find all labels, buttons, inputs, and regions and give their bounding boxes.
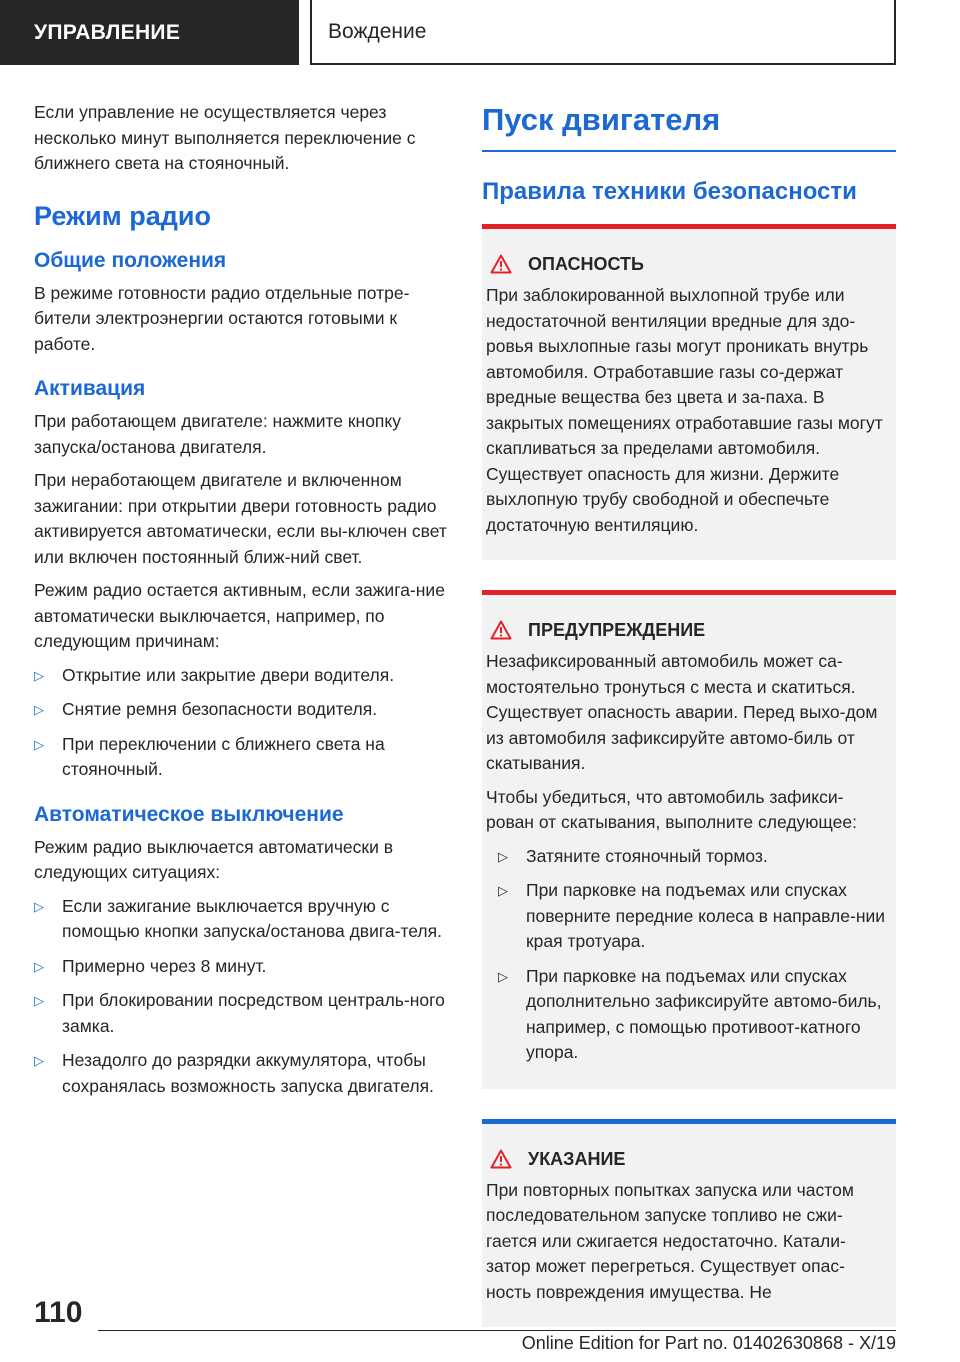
activation-paragraph-2: При неработающем двигателе и включенном зажигании: при открытии двери готовность радио активируется автоматически, если вы-ключен свет или включен постоянный ближ-ний свет. xyxy=(34,470,447,567)
triangle-bullet-icon: ▷ xyxy=(498,848,508,864)
safety-rules-heading: Правила техники безопасности xyxy=(482,178,857,205)
note-text: При повторных попытках запуска или частом последовательном запуске топливо не сжи-гается или сжигается недостаточно. Катали-затор может перегреться. Существует опас-ность повреждения имущества. Не xyxy=(486,1179,854,1302)
activation-heading: Активация xyxy=(34,377,146,400)
list-item: ▷ Снятие ремня безопасности водителя. xyxy=(34,697,454,723)
note-title xyxy=(486,1146,888,1172)
list-item: ▷ Если зажигание выключается вручную с помощью кнопки запуска/останова двига-теля. xyxy=(34,895,442,941)
triangle-bullet-icon: ▷ xyxy=(34,736,44,752)
activation-paragraph-1: При работающем двигателе: нажмите кнопку запуска/останова двигателя. xyxy=(34,411,402,457)
danger-text: При заблокированной выхлопной трубе или недостаточной вентиляции вредные для здо-ровья выхлопные газы могут проникать внутрь автомобиля. Отработавшие газы со-держат вредные вещества без цвета и за-паха. В закрытых помещениях отработавшие газы могут скапливаться за пределами автомобиля. Существует опасность для жизни. Держите выхлопную трубу свободной и обеспечьте достаточную вентиляцию. xyxy=(486,285,883,535)
list-item: ▷ Затяните стояночный тормоз. xyxy=(486,844,888,870)
warning-triangle-icon xyxy=(490,254,512,274)
triangle-bullet-icon: ▷ xyxy=(34,1053,44,1068)
engine-start-heading: Пуск двигателя xyxy=(482,100,896,152)
triangle-bullet-icon: ▷ xyxy=(498,968,508,984)
warning-list xyxy=(486,844,888,1066)
list-item: ▷ Открытие или закрытие двери водителя. xyxy=(34,663,454,689)
auto-off-list xyxy=(34,894,454,1100)
warning-text-2: Чтобы убедиться, что автомобиль зафикси-рован от скатывания, выполните следующее: xyxy=(486,786,857,832)
triangle-bullet-icon: ▷ xyxy=(34,702,44,717)
danger-label: ОПАСНОСТЬ xyxy=(528,254,644,274)
danger-title xyxy=(486,251,888,277)
general-paragraph: В режиме готовности радио отдельные потре-бители электроэнергии остаются готовыми к работе. xyxy=(34,282,410,354)
warning-triangle-icon xyxy=(490,620,512,640)
triangle-bullet-icon: ▷ xyxy=(34,898,44,914)
list-item: ▷ При переключении с ближнего света на стояночный. xyxy=(34,733,385,779)
list-item: ▷ При блокировании посредством централь-ного замка. xyxy=(34,990,445,1036)
list-item: ▷ При парковке на подъемах или спусках дополнительно зафиксируйте автомо-биль, например, с помощью противоот-катного упора. xyxy=(498,965,882,1062)
section-tab xyxy=(0,0,299,65)
triangle-bullet-icon: ▷ xyxy=(34,667,44,683)
page-number: 110 xyxy=(34,1296,83,1329)
triangle-bullet-icon: ▷ xyxy=(498,883,508,898)
warning-title xyxy=(486,617,888,643)
section-title: УПРАВЛЕНИЕ xyxy=(34,20,181,44)
note-label: УКАЗАНИЕ xyxy=(528,1148,626,1169)
edition-text: Online Edition for Part no. 01402630868 - X/19 xyxy=(521,1333,896,1353)
footer-divider xyxy=(98,1330,896,1331)
activation-paragraph-3: Режим радио остается активным, если зажига-ние автоматически выключается, например, по следующим причинам: xyxy=(34,580,445,651)
activation-list xyxy=(34,663,454,783)
warning-triangle-icon xyxy=(490,1149,512,1169)
list-item: ▷ Незадолго до разрядки аккумулятора, чтобы сохранялась возможность запуска двигателя. xyxy=(34,1050,434,1096)
danger-box xyxy=(482,224,896,560)
warning-text-1: Незафиксированный автомобиль может са-мостоятельно тронуться с места и скатиться. Существует опасность аварии. Перед выхо-дом из автомобиля зафиксируйте автомо-биль от скатывания. xyxy=(486,651,878,773)
triangle-bullet-icon: ▷ xyxy=(34,993,44,1008)
warning-label: ПРЕДУПРЕЖДЕНИЕ xyxy=(528,620,706,640)
list-item: ▷ Примерно через 8 минут. xyxy=(34,954,454,980)
general-heading: Общие положения xyxy=(34,248,227,272)
left-column xyxy=(34,100,454,1108)
auto-off-paragraph: Режим радио выключается автоматически в следующих ситуациях: xyxy=(34,836,394,882)
chapter-tab xyxy=(310,0,896,65)
triangle-bullet-icon: ▷ xyxy=(34,958,44,974)
radio-mode-heading: Режим радио xyxy=(34,200,211,231)
auto-off-heading: Автоматическое выключение xyxy=(34,802,344,826)
list-item: ▷ При парковке на подъемах или спусках поверните передние колеса в направле-нии края тротуара. xyxy=(498,880,886,951)
note-box xyxy=(482,1119,896,1328)
right-column xyxy=(482,100,896,1357)
chapter-title: Вождение xyxy=(328,19,427,43)
warning-box xyxy=(482,590,896,1089)
intro-paragraph: Если управление не осуществляется через несколько минут выполняется переключение с ближнего света на стояночный. xyxy=(34,102,416,173)
